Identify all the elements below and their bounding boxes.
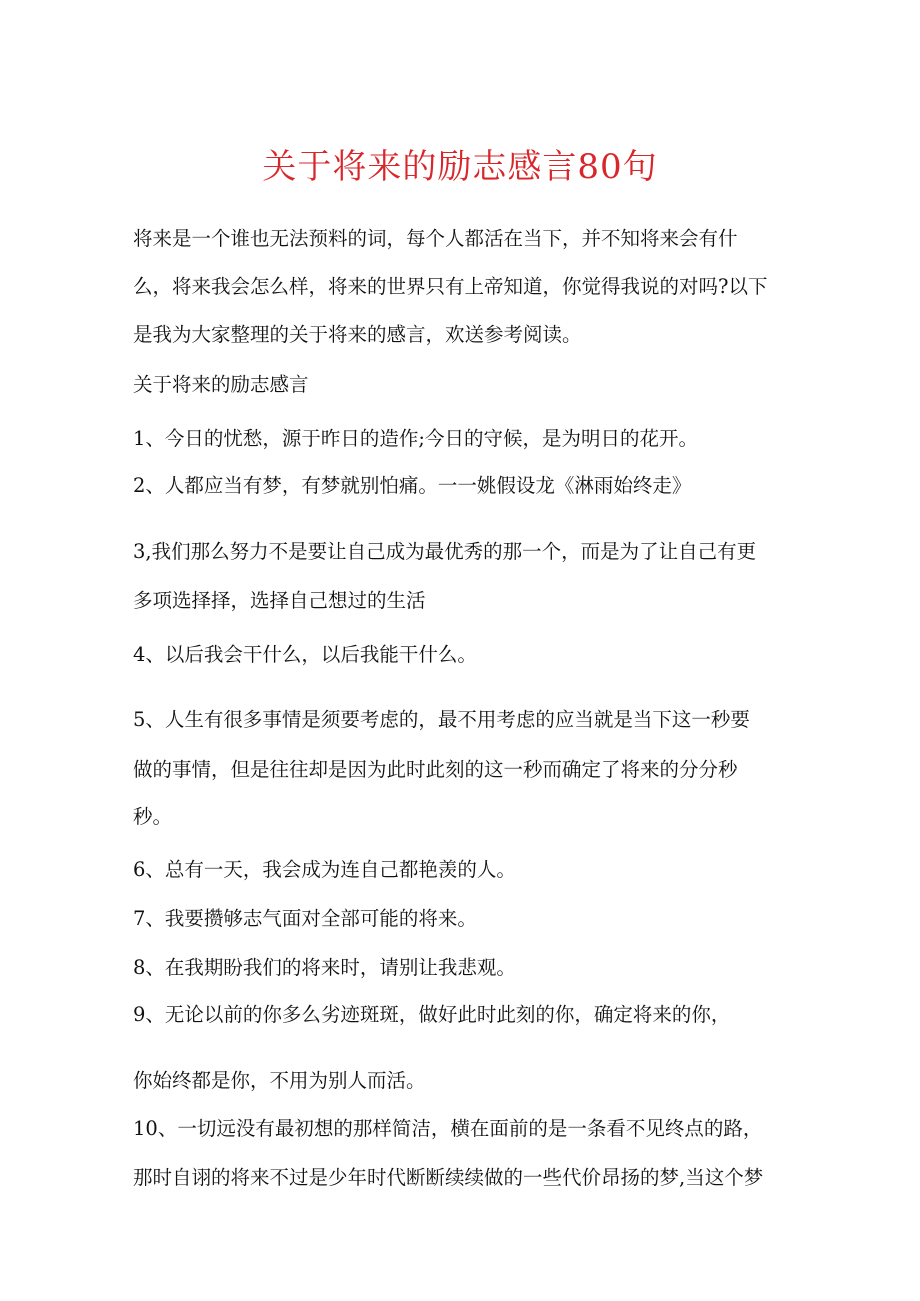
list-item: 2、人都应当有梦，有梦就别怕痛。一一姚假设龙《淋雨始终走》 bbox=[133, 474, 692, 497]
intro-line: 么，将来我会怎么样，将来的世界只有上帝知道，你觉得我说的对吗?以下 bbox=[133, 275, 768, 298]
list-item: 6、总有一天，我会成为连自己都艳羡的人。 bbox=[133, 858, 516, 881]
list-item: 8、在我期盼我们的将来时，请别让我悲观。 bbox=[133, 956, 516, 979]
section-heading: 关于将来的励志感言 bbox=[133, 373, 309, 396]
list-item: 你始终都是你，不用为别人而活。 bbox=[133, 1069, 426, 1092]
list-item: 7、我要攒够志气面对全部可能的将来。 bbox=[133, 907, 477, 930]
list-item: 5、人生有很多事情是须要考虑的，最不用考虑的应当就是当下这一秒要 bbox=[133, 708, 750, 731]
list-item: 3,我们那么努力不是要让自己成为最优秀的那一个，而是为了让自己有更 bbox=[133, 540, 757, 563]
list-item: 1、今日的忧愁，源于昨日的造作;今日的守候，是为明日的花开。 bbox=[133, 427, 698, 450]
list-item: 4、以后我会干什么，以后我能干什么。 bbox=[133, 643, 477, 666]
list-item: 10、一切远没有最初想的那样简洁，横在面前的是一条看不见终点的路， bbox=[133, 1117, 763, 1140]
intro-line: 是我为大家整理的关于将来的感言，欢送参考阅读。 bbox=[133, 323, 582, 346]
list-item: 9、无论以前的你多么劣迹斑斑，做好此时此刻的你，确定将来的你， bbox=[133, 1003, 731, 1026]
list-item: 多项选择择，选择自己想过的生活 bbox=[133, 589, 426, 612]
document-title: 关于将来的励志感言80句 bbox=[262, 147, 658, 187]
intro-line: 将来是一个谁也无法预料的词，每个人都活在当下，并不知将来会有什 bbox=[133, 227, 738, 250]
list-item: 秒。 bbox=[133, 805, 173, 828]
list-item: 那时自诩的将来不过是少年时代断断续续做的一些代价昂扬的梦,当这个梦 bbox=[133, 1166, 764, 1189]
list-item: 做的事情，但是往往却是因为此时此刻的这一秒而确定了将来的分分秒 bbox=[133, 758, 738, 781]
